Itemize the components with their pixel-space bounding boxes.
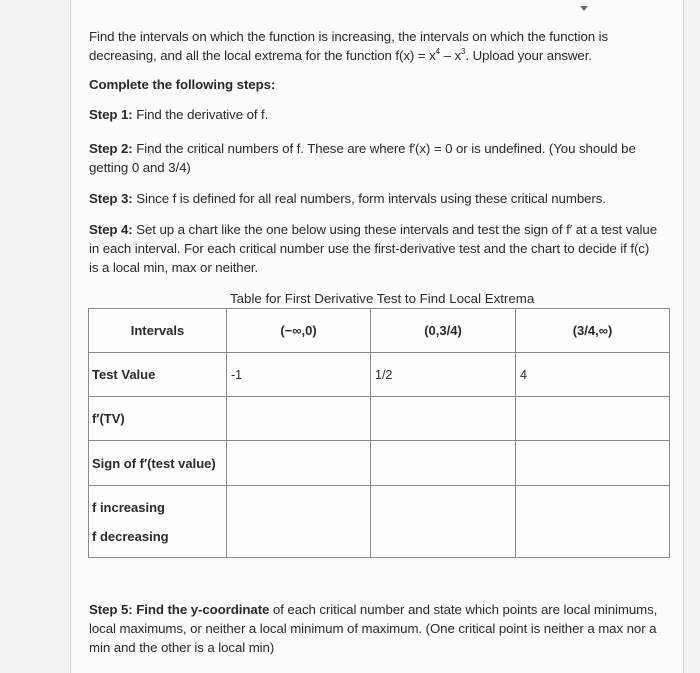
step-5: Step 5: Find the y-coordinate of each critical number and state which points are local minimums, local maximums, or neither a local minimum of maximum. (One critical point is neither a max nor a min and the other is a local min) [89,602,658,655]
step-1: Step 1: Find the derivative of f. [89,107,269,122]
first-derivative-table [88,308,670,558]
table-row [89,441,670,486]
table-cell [516,441,670,486]
problem-line-2: decreasing, and all the local extrema for the function $f(x) = x^4 - x^3$. Upload your answer. [89,47,592,63]
row-label-ftv: f′(TV) [89,397,227,441]
step-4: Step 4: Set up a chart like the one below using these intervals and test the sign of f′ at a test value in each interval. For each critical number use the first-derivative test and the chart to decide if f(c) is a local min, max or neither. [89,222,657,275]
step-3: Step 3: Since f is defined for all real numbers, form intervals using these critical numbers. [89,191,606,206]
table-row [89,486,670,558]
table-cell [516,486,670,558]
table-cell [227,397,371,441]
test-value-3: 4 [516,353,670,397]
table-title: Table for First Derivative Test to Find Local Extrema [230,291,535,306]
step-2: Step 2: Find the critical numbers of f. These are where f′(x) = 0 or is undefined. (You should be getting 0 and 3/4) [89,141,636,175]
table-cell [227,441,371,486]
table-cell [227,486,371,558]
chevron-down-icon[interactable] [580,6,588,11]
header-intervals: Intervals [89,309,227,353]
complete-steps-heading: Complete the following steps: [89,77,276,92]
table-cell [516,397,670,441]
problem-statement [89,27,669,65]
table-cell [371,441,516,486]
row-label-increasing-decreasing: f increasing f decreasing [89,486,227,558]
header-interval-2: (0,3/4) [371,309,516,353]
header-interval-1: (−∞,0) [227,309,371,353]
row-label-sign: Sign of f′(test value) [89,441,227,486]
header-interval-3: (3/4,∞) [516,309,670,353]
table-row [89,353,670,397]
table-header-row [89,309,670,353]
problem-line-1: Find the intervals on which the function is increasing, the intervals on which the function is [89,29,609,44]
table-cell [371,397,516,441]
table-row [89,397,670,441]
table-cell [371,486,516,558]
test-value-1: -1 [227,353,371,397]
row-label-test-value: Test Value [89,353,227,397]
test-value-2: 1/2 [371,353,516,397]
